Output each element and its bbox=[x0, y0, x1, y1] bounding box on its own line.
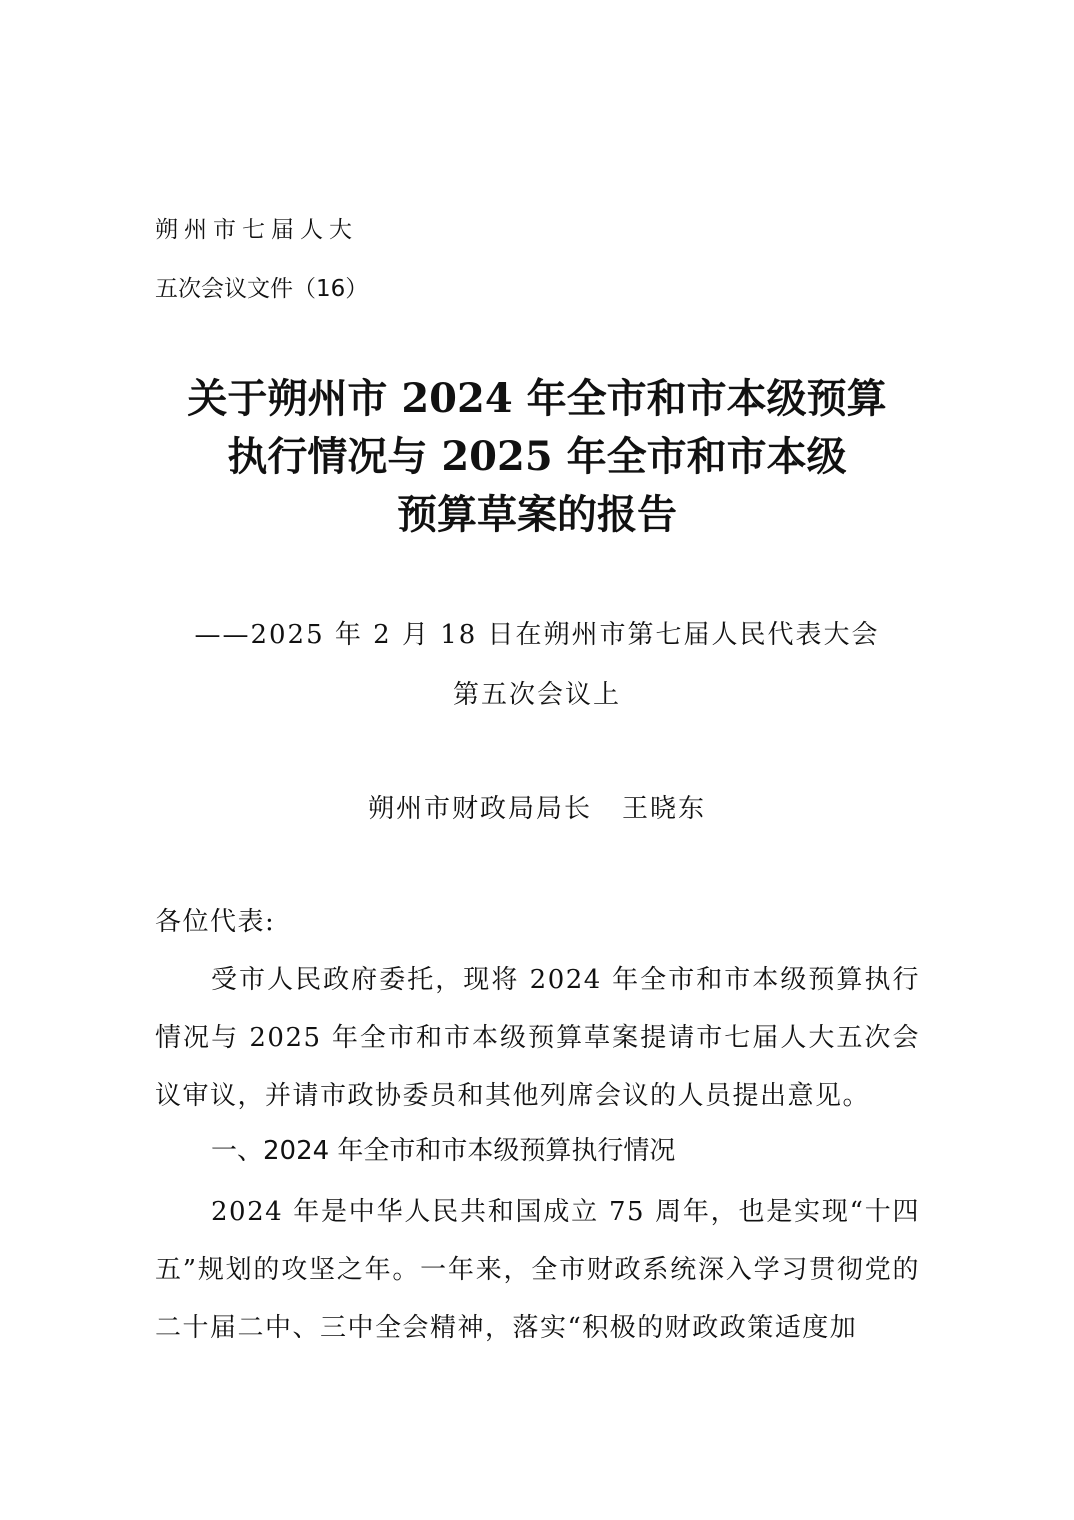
author-name: 王晓东 bbox=[622, 794, 707, 824]
report-title-line-3: 预算草案的报告 bbox=[397, 491, 677, 538]
document-header-session: 朔州市七届人大 bbox=[155, 217, 358, 243]
body-paragraph-2024-overview: 2024 年是中华人民共和国成立 75 周年，也是实现“十四五”规划的攻坚之年。一年来，全市财政系统深入学习贯彻党的二十届二中、三中全会精神，落实“积极的财政政策适度加 bbox=[155, 1197, 920, 1343]
report-title-line-1: 关于朔州市 2024 年全市和市本级预算 bbox=[187, 375, 887, 422]
body-paragraph-intro: 受市人民政府委托，现将 2024 年全市和市本级预算执行情况与 2025 年全市和市本级预算草案提请市七届人大五次会议审议，并请市政协委员和其他列席会议的人员提出意见。 bbox=[155, 965, 920, 1111]
section-heading-1: 一、2024 年全市和市本级预算执行情况 bbox=[211, 1136, 676, 1166]
document-header-file-number: 五次会议文件（16） bbox=[155, 276, 369, 302]
author-signature bbox=[0, 788, 1074, 825]
author-title: 朔州市财政局局长 bbox=[367, 794, 592, 824]
report-subtitle-line-1: ——2025 年 2 月 18 日在朔州市第七届人民代表大会 bbox=[194, 620, 880, 650]
salutation: 各位代表: bbox=[155, 907, 276, 937]
report-subtitle-line-2: 第五次会议上 bbox=[452, 680, 621, 710]
report-title-line-2: 执行情况与 2025 年全市和市本级 bbox=[227, 433, 847, 480]
